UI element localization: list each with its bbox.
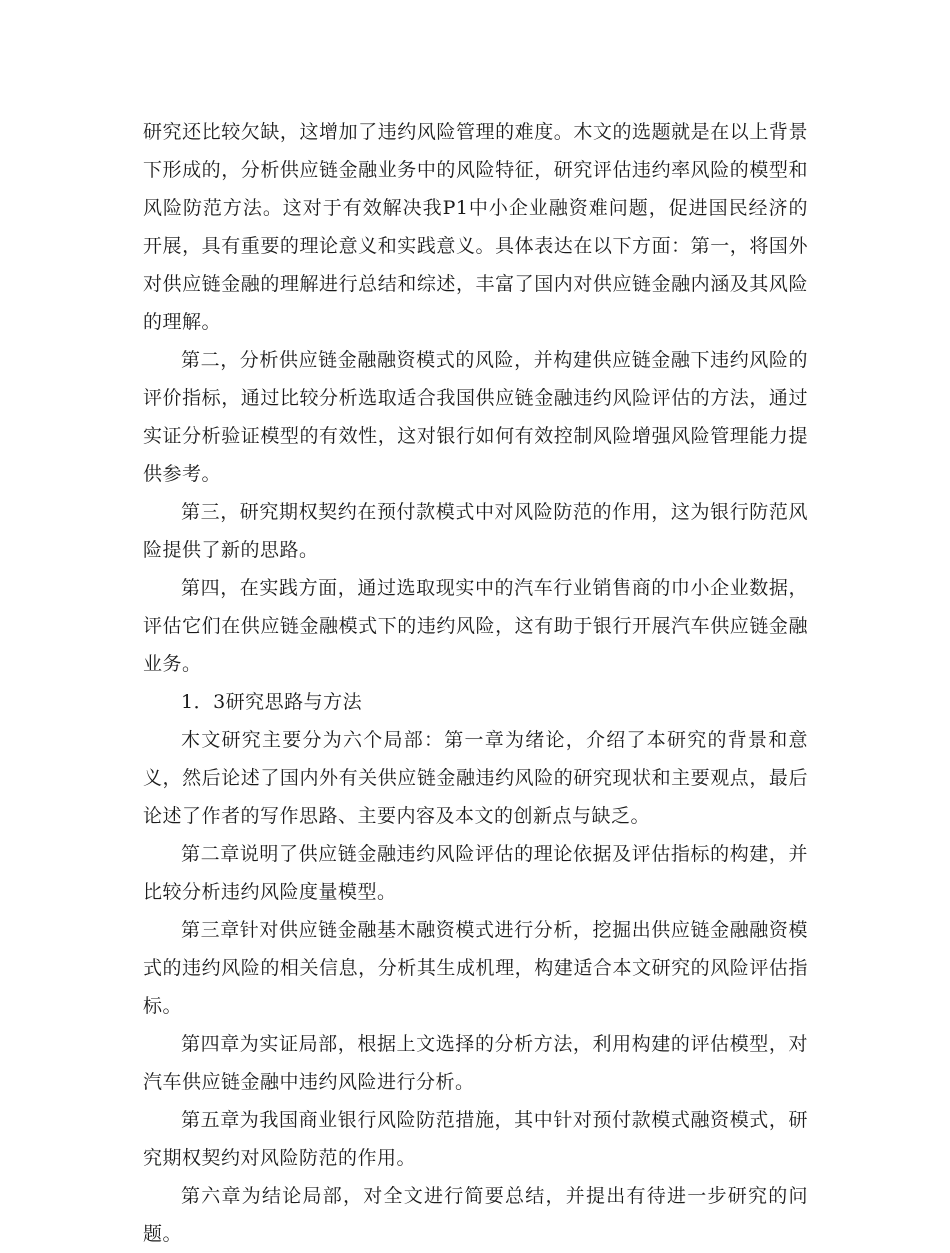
- paragraph-chapter-five: 第五章为我国商业银行风险防范措施，其中针对预付款模式融资模式，研究期权契约对风险防范的作用。: [143, 1109, 808, 1169]
- paragraph-background-intro: 研究还比较欠缺，这增加了违约风险管理的难度。木文的选题就是在以上背景下形成的，分析供应链金融业务中的风险特征，研究评估违约率风险的模型和风险防范方法。这对于有效解决我P1中小企业融资难问题，促进国民经济的开展，具有重要的理论意义和实践意义。具体表达在以下方面：第一，将国外对供应链金融的理解进行总结和综述，丰富了国内对供应链金融内涵及其风险的理解。: [143, 121, 808, 333]
- section-heading-research-approach: 1．3研究思路与方法: [181, 691, 363, 713]
- document-body: [143, 113, 808, 1253]
- paragraph-chapter-six: 第六章为结论局部，对全文进行简要总结，并提出有待进一步研究的问题。: [143, 1185, 808, 1245]
- paragraph-third-point: 第三，研究期权契约在预付款模式中对风险防范的作用，这为银行防范风险提供了新的思路。: [143, 501, 808, 561]
- paragraph-second-point: 第二，分析供应链金融融资模式的风险，并构建供应链金融下违约风险的评价指标，通过比较分析选取适合我国供应链金融违约风险评估的方法，通过实证分析验证模型的有效性，这对银行如何有效控制风险增强风险管理能力提供参考。: [143, 349, 808, 485]
- paragraph-chapter-two: 第二章说明了供应链金融违约风险评估的理论依据及评估指标的构建，并比较分析违约风险度量模型。: [143, 843, 808, 903]
- paragraph-chapter-four: 第四章为实证局部，根据上文选择的分析方法，利用构建的评估模型，对汽车供应链金融中违约风险进行分析。: [143, 1033, 808, 1093]
- paragraph-structure-overview: 木文研究主要分为六个局部：第一章为绪论，介绍了本研究的背景和意义，然后论述了国内外有关供应链金融违约风险的研究现状和主要观点，最后论述了作者的写作思路、主要内容及本文的创新点与缺乏。: [143, 729, 808, 827]
- paragraph-fourth-point: 第四，在实践方面，通过选取现实中的汽车行业销售商的巾小企业数据，评估它们在供应链金融模式下的违约风险，这有助于银行开展汽车供应链金融业务。: [143, 577, 808, 675]
- paragraph-chapter-three: 第三章针对供应链金融基木融资模式进行分析，挖掘出供应链金融融资模式的违约风险的相关信息，分析其生成机理，构建适合本文研究的风险评估指标。: [143, 919, 808, 1017]
